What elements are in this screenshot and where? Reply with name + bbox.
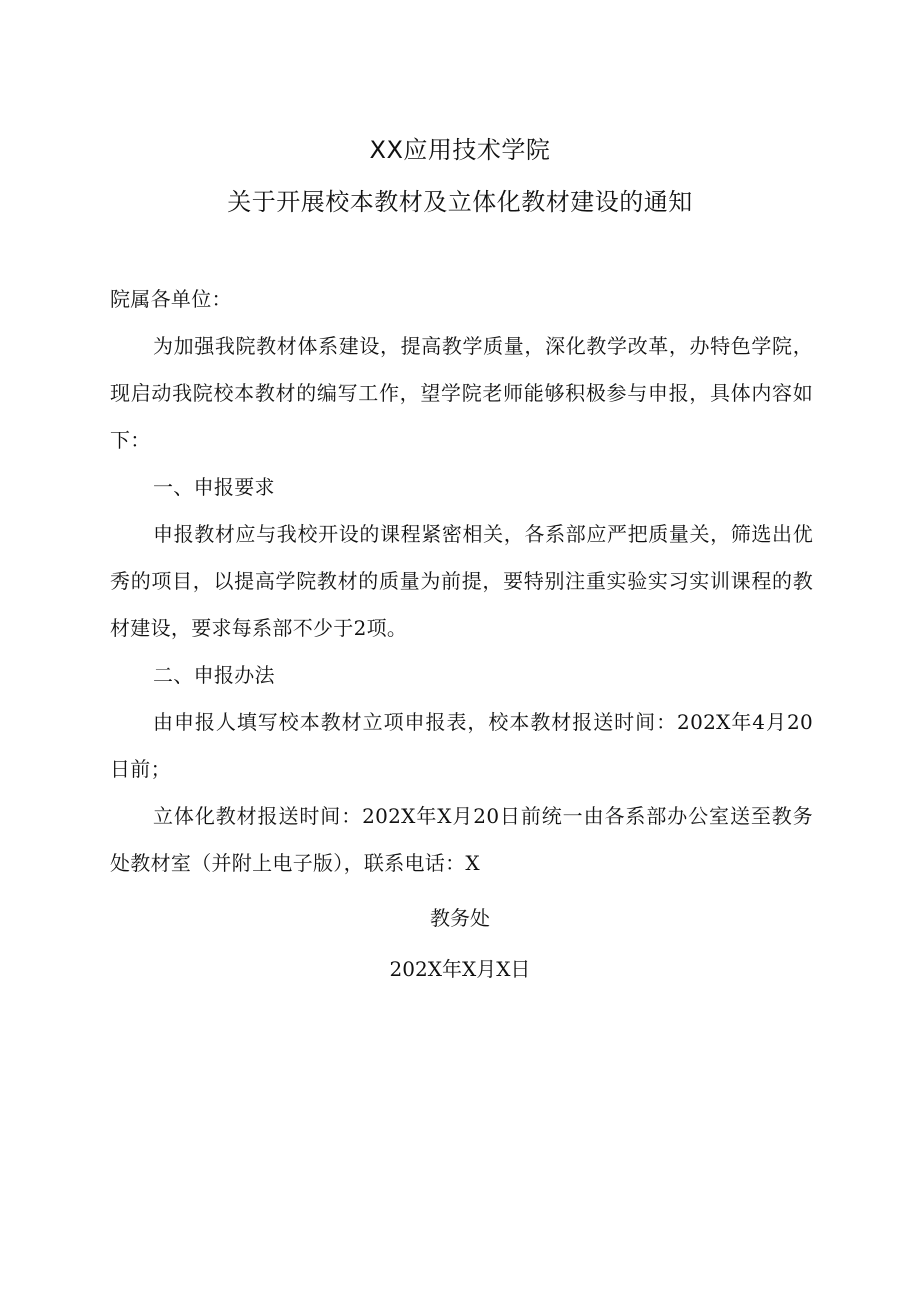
section-2-body-3d-materials: 立体化教材报送时间：202X年X月20日前统一由各系部办公室送至教务处教材室（并附上电子版），联系电话：X xyxy=(110,804,813,875)
section-2-body-submission: 由申报人填写校本教材立项申报表，校本教材报送时间：202X年4月20日前； xyxy=(110,710,813,781)
document-title-institution: XX应用技术学院 xyxy=(369,136,551,164)
salutation: 院属各单位： xyxy=(110,287,232,311)
document-title-subject: 关于开展校本教材及立体化教材建设的通知 xyxy=(227,188,693,216)
signature-department: 教务处 xyxy=(430,906,490,930)
intro-paragraph: 为加强我院教材体系建设，提高教学质量，深化教学改革，办特色学院，现启动我院校本教材的编写工作，望学院老师能够积极参与申报，具体内容如下： xyxy=(110,334,813,452)
section-1-body: 申报教材应与我校开设的课程紧密相关，各系部应严把质量关，筛选出优秀的项目，以提高学院教材的质量为前提，要特别注重实验实习实训课程的教材建设，要求每系部不少于2项。 xyxy=(110,522,813,640)
signature-date: 202X年X月X日 xyxy=(389,957,531,981)
section-1-heading: 一、申报要求 xyxy=(153,475,275,499)
section-2-heading: 二、申报办法 xyxy=(153,663,275,687)
